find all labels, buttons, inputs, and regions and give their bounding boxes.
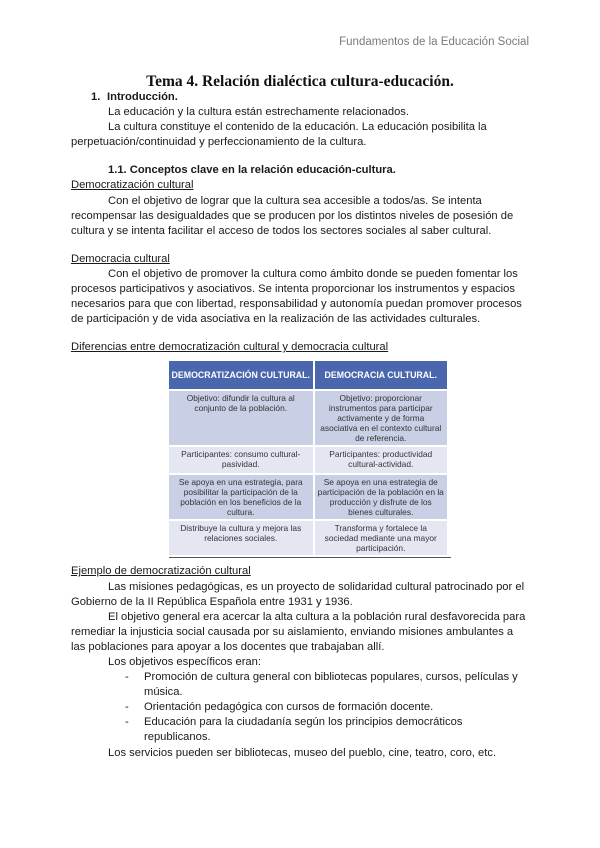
section-heading-introduccion: [71, 90, 529, 105]
table-cell: Participantes: productividad cultural-actividad.: [315, 447, 448, 473]
ejemplo-label: Ejemplo de democratización cultural: [71, 565, 251, 578]
democracia-paragraph: Con el objetivo de promover la cultura como ámbito donde se pueden fomentar los procesos participativos y asociativos. Se intenta proporcionar los instrumentos y espacios necesarios para que con libertad, responsabilidad y autonomía puedan promover procesos de participación y de vida asociativa en la realización de las actividades culturales.: [71, 267, 522, 326]
ejemplo-paragraph-2: El objetivo general era acercar la alta cultura a la población rural desfavorecida para remediar la injusticia social causada por su aislamiento, enviando misiones ambulantes a las poblaciones para apoyar a los docentes que trabajaban allí.: [71, 610, 526, 653]
section-title: Introducción.: [107, 91, 178, 103]
table-row: [169, 521, 447, 555]
list-item: - Educación para la ciudadanía según los principios democráticos republicanos.: [125, 715, 529, 745]
table-cell: Distribuye la cultura y mejora las relaciones sociales.: [169, 521, 313, 555]
table-cell: Objetivo: difundir la cultura al conjunto de la población.: [169, 391, 313, 445]
table-row: [169, 391, 447, 445]
table-cell: Se apoya en una estrategia de participación de la población en la producción y disfrute de los bienes culturales.: [315, 475, 448, 519]
ejemplo-paragraph-4: Los servicios pueden ser bibliotecas, museo del pueblo, cine, teatro, coro, etc.: [108, 746, 497, 759]
table-header-democracia: DEMOCRACIA CULTURAL.: [315, 361, 448, 389]
document-header: Fundamentos de la Educación Social: [339, 36, 529, 48]
table-cell: Objetivo: proporcionar instrumentos para participar activamente y de forma asociativa en el contexto cultural de referencia.: [315, 391, 448, 445]
democracia-label: Democracia cultural: [71, 252, 170, 265]
democratizacion-label: Democratización cultural: [71, 179, 194, 192]
document-body: [71, 90, 529, 761]
table-row: [169, 447, 447, 473]
comparison-table-figure: [167, 359, 449, 558]
subsection-heading-conceptos: 1.1. Conceptos clave en la relación educación-cultura.: [108, 164, 396, 177]
table-header-democratizacion: DEMOCRATIZACIÓN CULTURAL.: [169, 361, 313, 389]
list-item: - Promoción de cultura general con bibliotecas populares, cursos, películas y música.: [125, 670, 529, 700]
section-number: 1.: [91, 91, 101, 103]
list-item: - Orientación pedagógica con cursos de formación docente.: [125, 700, 529, 715]
table-cell: Participantes: consumo cultural-pasividad.: [169, 447, 313, 473]
intro-paragraph-2: La cultura constituye el contenido de la educación. La educación posibilita la perpetuación/continuidad y perfeccionamiento de la cultura.: [71, 121, 487, 149]
table-row: [169, 475, 447, 519]
intro-paragraph-1: La educación y la cultura están estrechamente relacionados.: [108, 106, 410, 119]
table-cell: Transforma y fortalece la sociedad mediante una mayor participación.: [315, 521, 448, 555]
diferencias-label: Diferencias entre democratización cultural y democracia cultural: [71, 341, 389, 354]
objetivos-list: [71, 670, 529, 745]
page-title: Tema 4. Relación dialéctica cultura-educación.: [146, 73, 454, 90]
ejemplo-paragraph-1: Las misiones pedagógicas, es un proyecto de solidaridad cultural patrocinado por el Gobierno de la II República Española entre 1931 y 1936.: [71, 580, 525, 608]
comparison-table: [167, 359, 449, 557]
ejemplo-paragraph-3: Los objetivos específicos eran:: [108, 655, 261, 668]
table-cell: Se apoya en una estrategia, para posibilitar la participación de la población en los beneficios de la cultura.: [169, 475, 313, 519]
democratizacion-paragraph: Con el objetivo de lograr que la cultura sea accesible a todos/as. Se intenta recompensar las desigualdades que se producen por los distintos niveles de posesión de cultura y se intenta facilitar el acceso de todos los sectores sociales al saber cultural.: [71, 194, 514, 237]
